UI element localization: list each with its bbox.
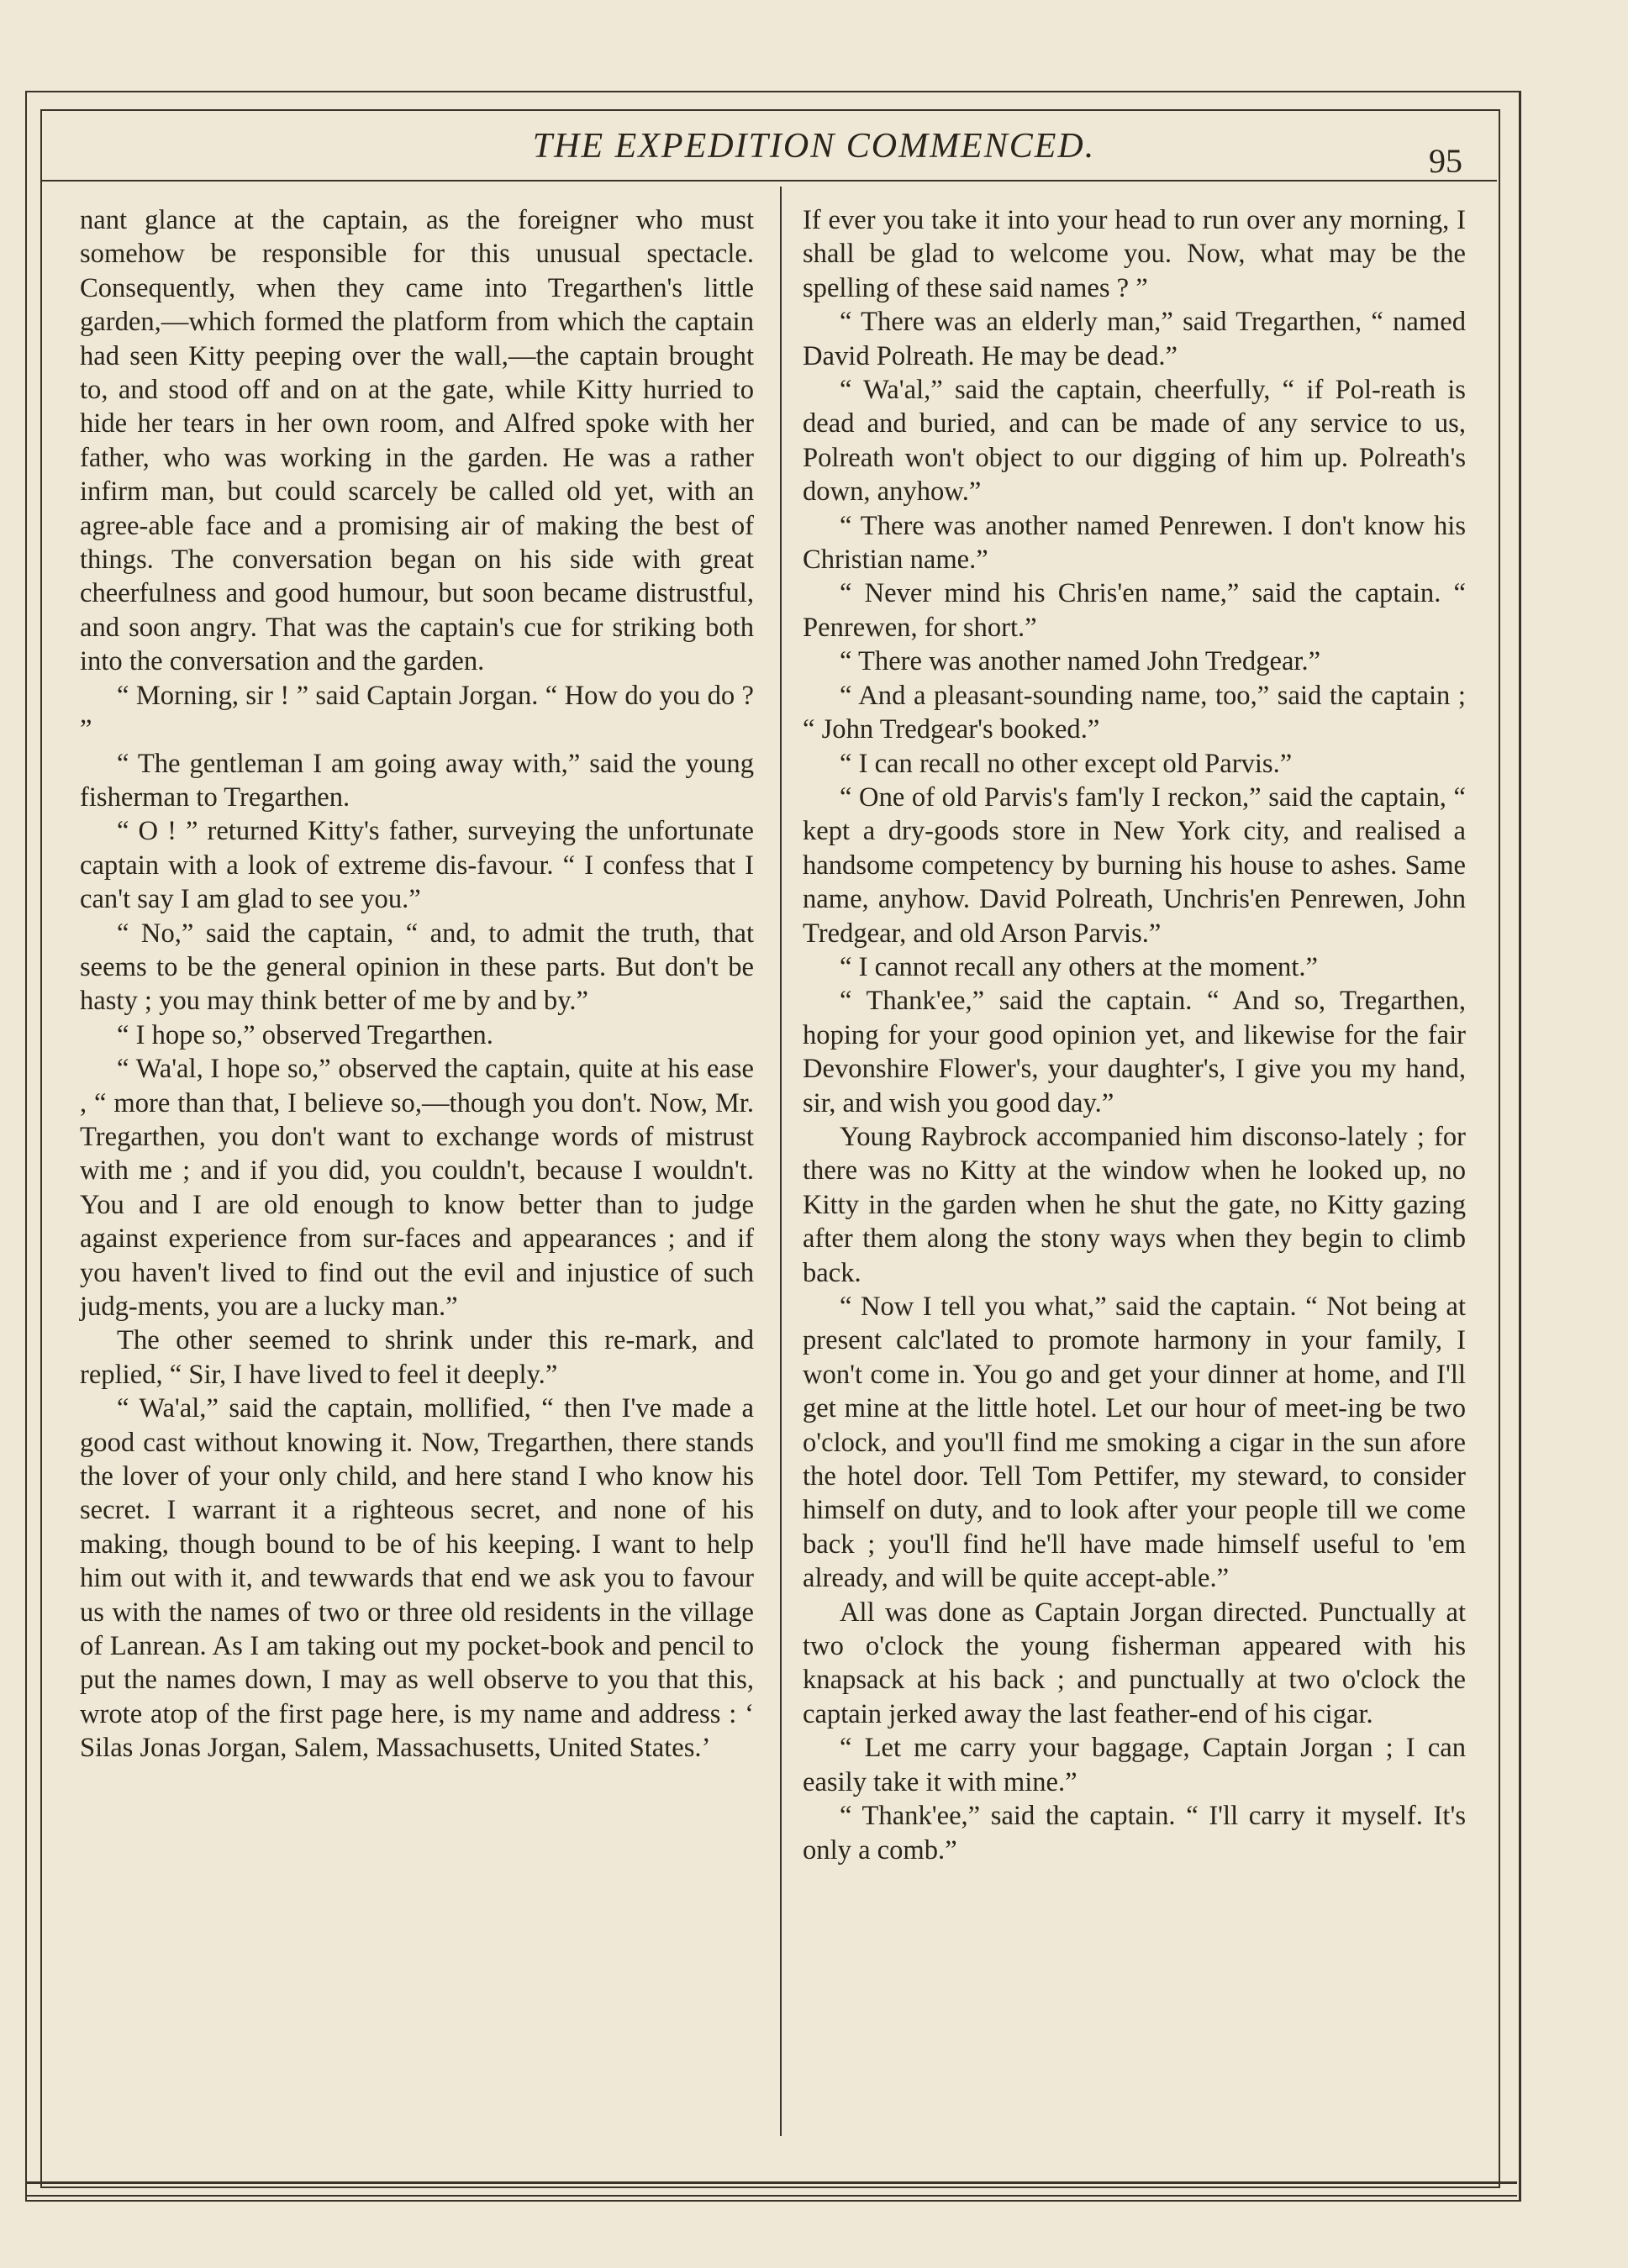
column-divider [780, 187, 782, 2136]
paragraph: “ There was another named Penrewen. I don't know his Christian name.” [803, 510, 1466, 576]
running-head-title: THE EXPEDITION COMMENCED. [532, 127, 1096, 166]
paragraph: “ Thank'ee,” said the captain. “ I'll carry it myself. It's only a comb.” [803, 1801, 1466, 1865]
paragraph: All was done as Captain Jorgan directed. Punctually at two o'clock the young fisherman appeared with his knapsack at his back ; and punctually at two o'clock the captain jerked away the last feather-end of his cigar. [803, 1597, 1466, 1729]
bottom-rule-thin [25, 2195, 1517, 2197]
paragraph: “ Wa'al,” said the captain, cheerfully, “ if Pol-reath is dead and buried, and can be made of any service to us, Polreath won't object to our digging of him up. Polreath's down, anyhow.” [803, 375, 1466, 508]
paragraph: The other seemed to shrink under this re-mark, and replied, “ Sir, I have lived to feel it deeply.” [80, 1325, 754, 1390]
paragraph: “ O ! ” returned Kitty's father, surveying the unfortunate captain with a look of extreme dis-favour. “ I confess that I can't say I am glad to see you.” [80, 816, 754, 915]
paragraph: “ I hope so,” observed Tregarthen. [117, 1019, 493, 1050]
paragraph: “ I cannot recall any others at the moment.” [840, 951, 1318, 982]
paragraph: Young Raybrock accompanied him disconso-lately ; for there was no Kitty at the window when he looked up, no Kitty in the garden when he shut the gate, no Kitty gazing after them along the stony ways when they begin to climb back. [803, 1121, 1466, 1288]
bottom-rule [25, 2181, 1517, 2184]
paragraph: “ The gentleman I am going away with,” said the young fisherman to Tregarthen. [80, 748, 754, 813]
paragraph: “ Let me carry your baggage, Captain Jorgan ; I can easily take it with mine.” [803, 1733, 1466, 1797]
paragraph: “ Thank'ee,” said the captain. “ And so, Tregarthen, hoping for your good opinion yet, and likewise for the fair Devonshire Flower's, your daughter's, I give you my hand, sir, and wish you good day.” [803, 986, 1466, 1118]
paragraph: “ Wa'al,” said the captain, mollified, “ then I've made a good cast without knowing it. Now, Tregarthen, there stands the lover of your only child, and here stand I who know his secret. I warrant it a righteous secret, and none of his making, though bound to be of his keeping. I want to help him out with it, and tewwards that end we ask you to favour us with the names of two or three old residents in the village of Lanrean. As I am taking out my pocket-book and pencil to put the names down, I may as well observe to you that this, wrote atop of the first page here, is my name and address : ‘ Silas Jonas Jorgan, Salem, Massachusetts, United States.’ [80, 1393, 754, 1764]
paragraph: “ And a pleasant-sounding name, too,” said the captain ; “ John Tredgear's booked.” [803, 680, 1466, 745]
paragraph: “ Never mind his Chris'en name,” said the captain. “ Penrewen, for short.” [803, 578, 1466, 643]
paragraph: “ No,” said the captain, “ and, to admit the truth, that seems to be the general opinion in these parts. But don't be hasty ; you may think better of me by and by.” [80, 918, 754, 1017]
paragraph: nant glance at the captain, as the foreigner who must somehow be responsible for this unusual spectacle. Consequently, when they came into Tregarthen's little garden,—which formed the platform from which the captain had seen Kitty peeping over the wall,—the captain brought to, and stood off and on at the gate, while Kitty hurried to hide her tears in her own room, and Alfred spoke with her father, who was working in the garden. He was a rather infirm man, but could scarcely be called old yet, with an agree-able face and a promising air of making the best of things. The conversation began on his side with great cheerfulness and good humour, but soon became distrustful, and soon angry. That was the captain's cue for striking both into the conversation and the garden. [80, 205, 754, 677]
paragraph: “ Now I tell you what,” said the captain. “ Not being at present calc'lated to promote harmony in your family, I won't come in. You go and get your dinner at home, and I'll get mine at the little hotel. Let our hour of meet-ing be two o'clock, and you'll find me smoking a cigar in the sun afore the hotel door. Tell Tom Pettifer, my steward, to consider himself on duty, and to look after your people till we come back ; you'll find he'll have made himself useful to 'em already, and will be quite accept-able.” [803, 1292, 1466, 1594]
paragraph: “ One of old Parvis's fam'ly I reckon,” said the captain, “ kept a dry-goods store in New York city, and realised a handsome competency by burning his house to ashes. Same name, anyhow. David Polreath, Unchris'en Penrewen, John Tredgear, and old Arson Parvis.” [803, 781, 1466, 949]
page-number: 95 [1429, 142, 1462, 180]
paragraph: “ I can recall no other except old Parvis.” [840, 748, 1293, 779]
paragraph: “ There was an elderly man,” said Tregarthen, “ named David Polreath. He may be dead.” [803, 307, 1466, 371]
header-rule [40, 180, 1497, 182]
left-column [80, 203, 754, 1765]
paragraph: If ever you take it into your head to run over any morning, I shall be glad to welcome you. Now, what may be the spelling of these said names ? ” [803, 205, 1466, 303]
paragraph: “ Wa'al, I hope so,” observed the captain, quite at his ease , “ more than that, I believe so,—though you don't. Now, Mr. Tregarthen, you don't want to exchange words of mistrust with me ; and if you did, you couldn't, because I wouldn't. You and I are old enough to know better than to judge against experience from sur-faces and appearances ; and if you haven't lived to find out the evil and injustice of such judg-ments, you are a lucky man.” [80, 1054, 754, 1322]
paragraph: “ There was another named John Tredgear.” [840, 646, 1321, 677]
right-column [803, 203, 1466, 1867]
paragraph: “ Morning, sir ! ” said Captain Jorgan. “ How do you do ? ” [80, 680, 754, 745]
